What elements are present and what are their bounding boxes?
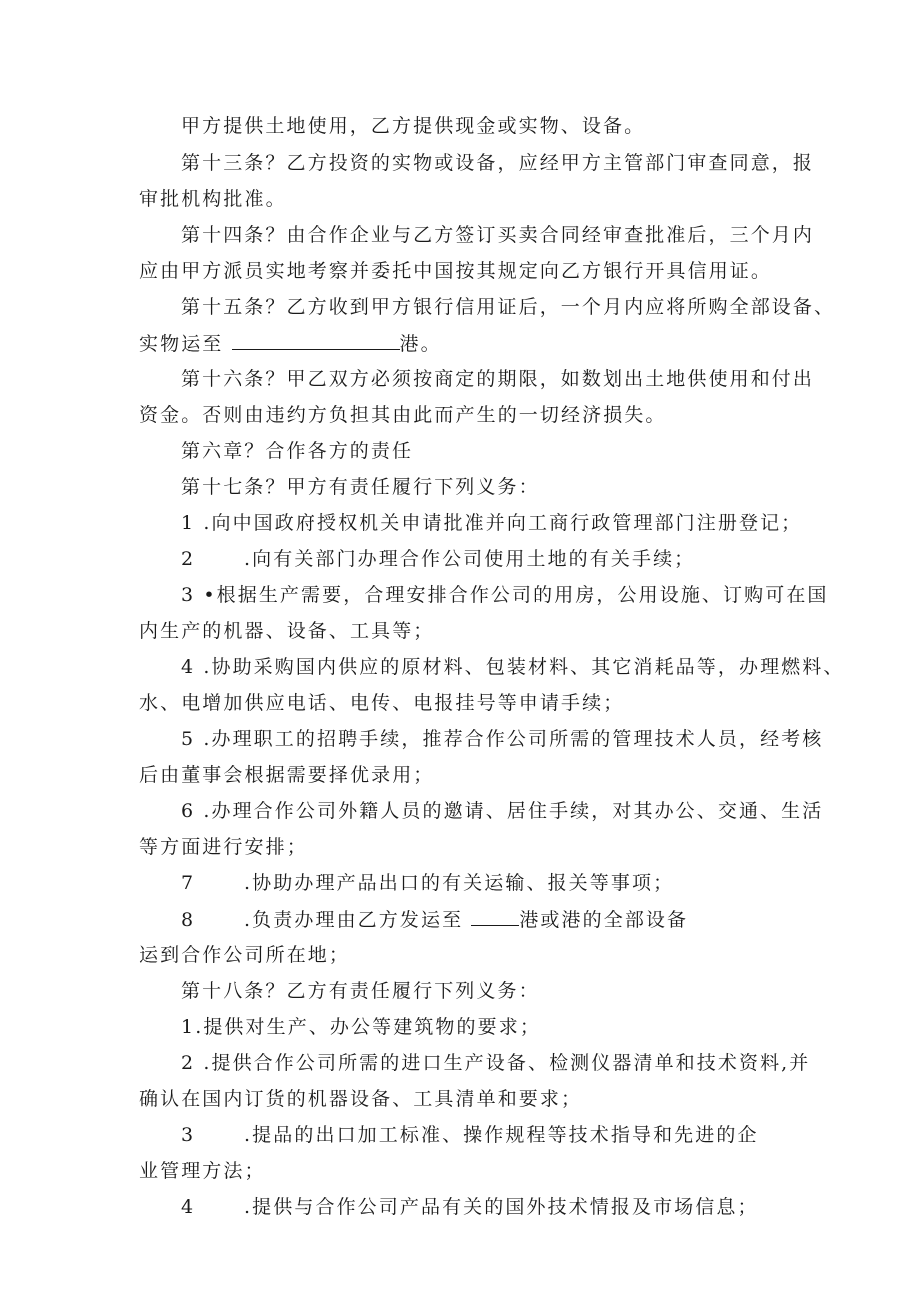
text-segment: 实物运至 (139, 333, 224, 355)
text-segment: 港或港的全部设备 (519, 909, 689, 931)
list-item: 4 .协助采购国内供应的原材料、包装材料、其它消耗品等，办理燃料、 (181, 656, 845, 678)
list-item-with-blank (181, 907, 688, 932)
paragraph-line: 确认在国内订货的机器设备、工具清单和要求； (139, 1088, 583, 1110)
paragraph-line: 应由甲方派员实地考察并委托中国按其规定向乙方银行开具信用证。 (139, 260, 773, 282)
paragraph-line: 运到合作公司所在地； (139, 944, 351, 966)
article-18-line: 第十八条？乙方有责任履行下列义务： (181, 980, 540, 1002)
chapter-6-heading: 第六章？合作各方的责任 (181, 440, 414, 462)
list-item: 1.提供对生产、办公等建筑物的要求； (181, 1016, 541, 1038)
paragraph-line: 后由董事会根据需要择优录用； (139, 764, 435, 786)
list-item: 2 .向有关部门办理合作公司使用土地的有关手续； (181, 548, 696, 570)
list-item: 3 •根据生产需要，合理安排合作公司的用房，公用设施、订购可在国 (181, 584, 829, 606)
paragraph-line: 业管理方法； (139, 1160, 266, 1182)
article-17-line: 第十七条？甲方有责任履行下列义务： (181, 476, 540, 498)
article-16-line: 第十六条？甲乙双方必须按商定的期限，如数划出土地供使用和付出 (181, 368, 815, 390)
list-item: 2 .提供合作公司所需的进口生产设备、检测仪器清单和技术资料,并 (181, 1052, 811, 1074)
paragraph-line-with-blank (139, 331, 442, 356)
article-13-line: 第十三条？乙方投资的实物或设备，应经甲方主管部门审查同意，报 (181, 152, 815, 174)
text-segment: 8 .负责办理由乙方发运至 (181, 909, 464, 931)
blank-underline (471, 907, 519, 926)
list-item: 6 .办理合作公司外籍人员的邀请、居住手续，对其办公、交通、生活 (181, 800, 824, 822)
text-segment: 港。 (399, 333, 442, 355)
paragraph-line: 内生产的机器、设备、工具等； (139, 620, 435, 642)
list-item: 7 .协助办理产品出口的有关运输、报关等事项； (181, 872, 675, 894)
article-15-line: 第十五条？乙方收到甲方银行信用证后，一个月内应将所购全部设备、 (181, 296, 836, 318)
paragraph-line: 资金。否则由违约方负担其由此而产生的一切经济损失。 (139, 404, 667, 426)
paragraph-line: 等方面进行安排； (139, 836, 308, 858)
blank-underline (232, 331, 400, 350)
list-item: 3 .提品的出口加工标准、操作规程等技术指导和先进的企 (181, 1124, 759, 1146)
list-item: 1 .向中国政府授权机关申请批准并向工商行政管理部门注册登记； (181, 512, 803, 534)
paragraph-line: 甲方提供土地使用，乙方提供现金或实物、设备。 (181, 115, 646, 137)
paragraph-line: 水、电增加供应电话、电传、电报挂号等申请手续； (139, 692, 625, 714)
list-item: 4 .提供与合作公司产品有关的国外技术情报及市场信息； (181, 1196, 759, 1218)
list-item: 5 .办理职工的招聘手续，推荐合作公司所需的管理技术人员，经考核 (181, 728, 824, 750)
paragraph-line: 审批机构批准。 (139, 188, 287, 210)
article-14-line: 第十四条？由合作企业与乙方签订买卖合同经审查批准后，三个月内 (181, 224, 815, 246)
